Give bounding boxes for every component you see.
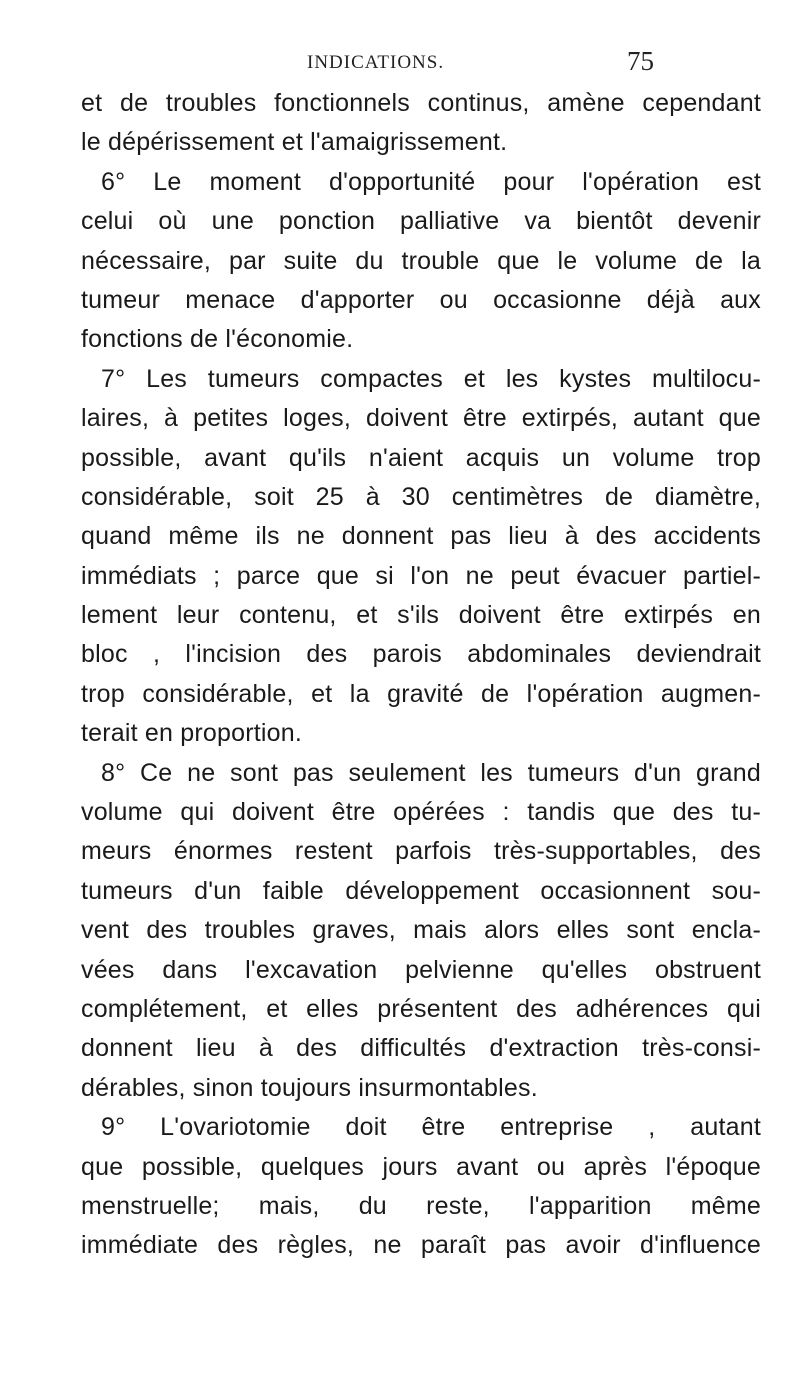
text-line: possible, avant qu'ils n'aient acquis un volume trop	[81, 443, 761, 472]
text-line: tumeurs d'un faible développement occasionnent sou-	[81, 876, 761, 905]
text-line: immédiats ; parce que si l'on ne peut évacuer partiel-	[81, 561, 761, 590]
page-number: 75	[627, 46, 654, 76]
text-line: vées dans l'excavation pelvienne qu'elles obstruent	[81, 955, 761, 984]
body-text	[81, 84, 761, 1266]
running-head-title: INDICATIONS.	[307, 52, 445, 73]
text-line: meurs énormes restent parfois très-supportables, des	[81, 837, 761, 866]
text-line: lement leur contenu, et s'ils doivent être extirpés en	[81, 601, 761, 630]
text-line: 9° L'ovariotomie doit être entreprise , autant	[101, 1113, 761, 1142]
text-line: fonctions de l'économie.	[81, 325, 354, 354]
text-line: donnent lieu à des difficultés d'extraction très-consi-	[81, 1034, 761, 1063]
text-line: vent des troubles graves, mais alors elles sont encla-	[81, 916, 761, 945]
text-line: le dépérissement et l'amaigrissement.	[81, 128, 508, 157]
text-line: bloc , l'incision des parois abdominales deviendrait	[81, 640, 761, 669]
text-line: et de troubles fonctionnels continus, amène cependant	[81, 89, 761, 117]
text-line: considérable, soit 25 à 30 centimètres de diamètre,	[81, 482, 761, 511]
running-head	[0, 46, 800, 80]
text-line: terait en proportion.	[81, 719, 302, 748]
text-line: tumeur menace d'apporter ou occasionne déjà aux	[81, 285, 761, 314]
text-line: 6° Le moment d'opportunité pour l'opération est	[101, 167, 761, 196]
text-line: menstruelle; mais, du reste, l'apparition même	[81, 1191, 761, 1220]
text-line: laires, à petites loges, doivent être extirpés, autant que	[81, 404, 761, 433]
text-line: celui où une ponction palliative va bientôt devenir	[81, 207, 761, 236]
text-line: 8° Ce ne sont pas seulement les tumeurs d'un grand	[101, 758, 761, 787]
text-line: complétement, et elles présentent des adhérences qui	[81, 994, 761, 1023]
text-line: volume qui doivent être opérées : tandis que des tu-	[81, 798, 761, 827]
text-line: trop considérable, et la gravité de l'opération augmen-	[81, 679, 761, 708]
text-line: nécessaire, par suite du trouble que le volume de la	[81, 246, 761, 275]
text-line: que possible, quelques jours avant ou après l'époque	[81, 1152, 761, 1181]
text-line: 7° Les tumeurs compactes et les kystes multilocu-	[101, 364, 761, 393]
text-line: quand même ils ne donnent pas lieu à des accidents	[81, 522, 761, 551]
text-line: dérables, sinon toujours insurmontables.	[81, 1073, 538, 1102]
text-line: immédiate des règles, ne paraît pas avoir d'influence	[81, 1231, 761, 1260]
